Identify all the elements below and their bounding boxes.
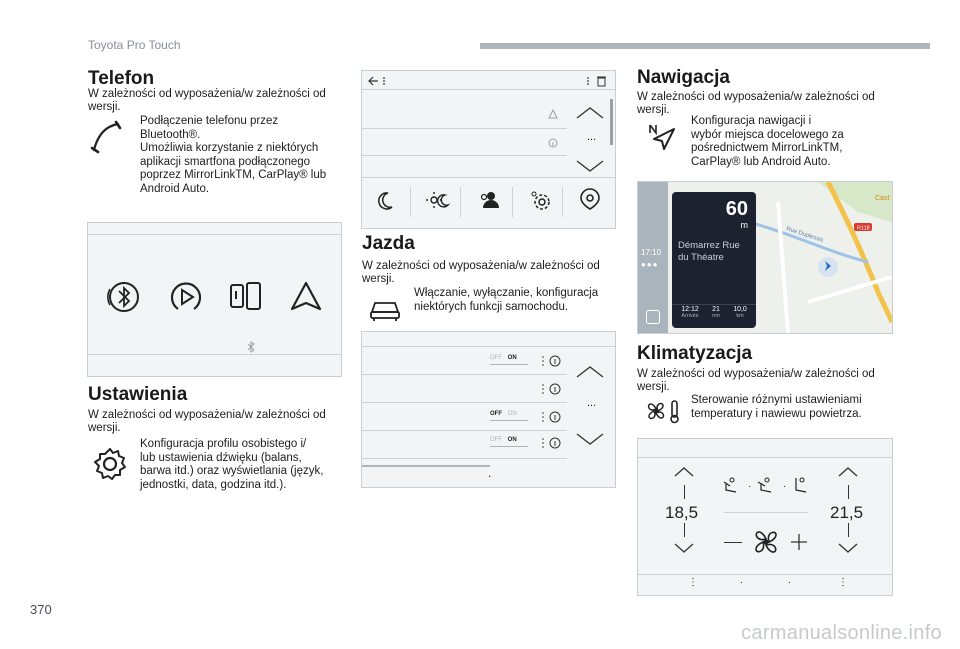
remaining-distance xyxy=(728,306,752,319)
system-settings-icon[interactable] xyxy=(529,189,551,211)
bluetooth-icon[interactable] xyxy=(106,279,142,315)
temp-right-value: 21,5 xyxy=(830,503,864,522)
nawigacja-intro: W zależności od wyposażenia/w zależności od wersji. xyxy=(637,91,875,116)
temp-left-down-icon[interactable] xyxy=(674,543,694,553)
more-label: ... xyxy=(587,397,597,409)
telefon-desc-line: Bluetooth®. xyxy=(140,128,201,141)
page-number: 370 xyxy=(30,602,52,617)
telefon-desc xyxy=(140,115,345,196)
more-label: ... xyxy=(587,131,597,143)
temp-right-down-icon[interactable] xyxy=(838,543,858,553)
nawigacja-desc-line: wybór miejsca docelowego za xyxy=(691,128,844,141)
climate-menu-dots[interactable]: ⋮ xyxy=(688,577,698,588)
climate-page-dot: . xyxy=(788,575,791,586)
map-street-label: Rue Duplessis xyxy=(785,226,825,244)
map-corner-label: Cast xyxy=(875,195,890,202)
jazda-desc-line: niektórych funkcji samochodu. xyxy=(414,300,569,313)
nawigacja-desc-line: pośrednictwem MirrorLinkTM, xyxy=(691,142,843,154)
telefon-section xyxy=(88,68,343,90)
map-home-button[interactable] xyxy=(646,310,660,324)
arrival-info xyxy=(678,306,702,319)
klimatyzacja-desc-line: Sterowanie różnymi ustawieniami xyxy=(691,394,862,406)
row-menu-info-icon[interactable] xyxy=(540,437,562,449)
menu-trash-icon[interactable] xyxy=(584,75,610,87)
row-menu-info-icon[interactable] xyxy=(540,411,562,423)
row-menu-info-icon[interactable] xyxy=(540,383,562,395)
telefon-desc-line: Podłączenie telefonu przez xyxy=(140,115,279,127)
telefon-desc-line: Umożliwia korzystanie z niektórych xyxy=(140,142,319,154)
temp-left-value: 18,5 xyxy=(665,503,699,522)
scroll-up-icon[interactable] xyxy=(575,106,605,120)
map-clock: 17:10 xyxy=(641,248,662,257)
toggle-off-label: OFF xyxy=(490,355,502,361)
temp-left-up-icon[interactable] xyxy=(674,467,694,477)
header-bar xyxy=(480,43,930,49)
telefon-title: Telefon xyxy=(88,68,155,89)
settings-screen xyxy=(361,70,616,229)
language-settings-icon[interactable] xyxy=(578,187,602,211)
profile-icon[interactable] xyxy=(478,189,500,211)
jazda-desc xyxy=(414,287,614,314)
guidance-card xyxy=(672,192,756,328)
remaining-min-label: mn xyxy=(712,313,720,319)
climate-page-dot: . xyxy=(740,575,743,586)
scroll-down-icon[interactable] xyxy=(575,432,605,446)
nawigacja-desc-line: CarPlay® lub Android Auto. xyxy=(691,155,831,168)
ustawienia-desc xyxy=(140,438,350,492)
row-menu-info-icon[interactable] xyxy=(540,355,562,367)
nawigacja-desc xyxy=(691,115,891,169)
scroll-up-icon[interactable] xyxy=(575,365,605,379)
toggle-switch[interactable] xyxy=(490,411,528,423)
klimatyzacja-title: Klimatyzacja xyxy=(637,343,753,364)
climate-icon xyxy=(644,398,684,424)
watermark: carmanualsonline.info xyxy=(741,622,942,644)
nawigacja-title: Nawigacja xyxy=(637,67,730,88)
toggle-off-label: OFF xyxy=(490,411,502,417)
nawigacja-desc-line: Konfiguracja nawigacji i xyxy=(691,115,812,127)
remaining-km-label: km xyxy=(736,313,744,319)
telefon-intro: W zależności od wyposażenia/w zależności od wersji. xyxy=(88,88,326,113)
telefon-desc-line: poprzez MirrorLinkTM, CarPlay® lub xyxy=(140,169,327,181)
running-header: Toyota Pro Touch xyxy=(88,38,181,52)
telefon-screen xyxy=(87,222,342,377)
back-arrow-icon[interactable] xyxy=(368,75,390,87)
toggle-on-label: ON xyxy=(507,411,517,417)
info-icon xyxy=(548,138,558,148)
temp-right-up-icon[interactable] xyxy=(838,467,858,477)
remaining-time xyxy=(706,306,726,319)
carplay-icon[interactable] xyxy=(228,279,264,315)
toggle-switch[interactable] xyxy=(490,355,528,367)
remaining-km: 10,0 xyxy=(733,306,747,313)
climate-screen xyxy=(637,438,893,596)
distance-unit: m xyxy=(740,220,748,230)
mirrorlink-play-icon[interactable] xyxy=(168,279,204,315)
fan-icon xyxy=(749,525,783,559)
airflow-modes-icon[interactable] xyxy=(722,476,812,496)
road-badge: R118 xyxy=(857,225,870,232)
phone-icon xyxy=(88,120,124,156)
jazda-intro: W zależności od wyposażenia/w zależności od wersji. xyxy=(362,260,600,285)
navigation-icon xyxy=(648,123,678,153)
ustawienia-desc-line: jednostki, data, godzina itd.). xyxy=(140,478,287,491)
climate-menu-dots[interactable]: ⋮ xyxy=(838,577,848,588)
toggle-switch[interactable] xyxy=(490,437,528,449)
small-bluetooth-icon xyxy=(246,341,256,353)
jazda-desc-line: Włączanie, wyłączanie, konfiguracja xyxy=(414,287,599,299)
klimatyzacja-intro: W zależności od wyposażenia/w zależności od wersji. xyxy=(637,368,875,393)
jazda-title: Jazda xyxy=(362,233,415,254)
settings-gear-icon xyxy=(92,446,128,482)
ustawienia-desc-line: lub ustawienia dźwięku (balans, xyxy=(140,451,302,464)
map-dots: ●●● xyxy=(641,260,659,269)
telefon-desc-line: Android Auto. xyxy=(140,182,210,195)
fan-increase-icon[interactable] xyxy=(790,533,808,551)
page-dot: . xyxy=(488,466,492,480)
ustawienia-desc-line: Konfiguracja profilu osobistego i/ xyxy=(140,438,307,450)
ustawienia-desc-line: barwa itd.) oraz wyświetlania (język, xyxy=(140,465,324,477)
car-icon xyxy=(368,294,402,324)
jazda-screen xyxy=(361,331,616,488)
brightness-icon[interactable] xyxy=(426,189,452,211)
scroll-down-icon[interactable] xyxy=(575,159,605,173)
android-auto-icon[interactable] xyxy=(288,279,324,315)
klimatyzacja-desc-line: temperatury i nawiewu powietrza. xyxy=(691,407,862,420)
telefon-desc-line: aplikacji smartfona podłączonego xyxy=(140,155,311,168)
toggle-off-label: OFF xyxy=(490,437,502,443)
arrival-time: 12:12 xyxy=(681,306,699,313)
airflow-separator: · xyxy=(783,481,787,492)
instruction-line1: Démarrez Rue xyxy=(678,240,740,251)
toggle-on-label: ON xyxy=(507,437,517,443)
instruction-line2: du Théatre xyxy=(678,252,724,263)
navigation-map-screen xyxy=(637,181,893,334)
ustawienia-title: Ustawienia xyxy=(88,384,188,405)
night-mode-icon[interactable] xyxy=(378,189,400,211)
klimatyzacja-desc xyxy=(691,394,891,421)
toggle-on-label: ON xyxy=(507,355,517,361)
airflow-separator: · xyxy=(748,481,752,492)
warning-icon xyxy=(548,109,558,119)
remaining-min: 21 xyxy=(712,306,720,313)
distance-value: 60 xyxy=(725,198,748,220)
arrival-label: Arrivée xyxy=(681,313,699,319)
ustawienia-intro: W zależności od wyposażenia/w zależności od wersji. xyxy=(88,409,326,434)
